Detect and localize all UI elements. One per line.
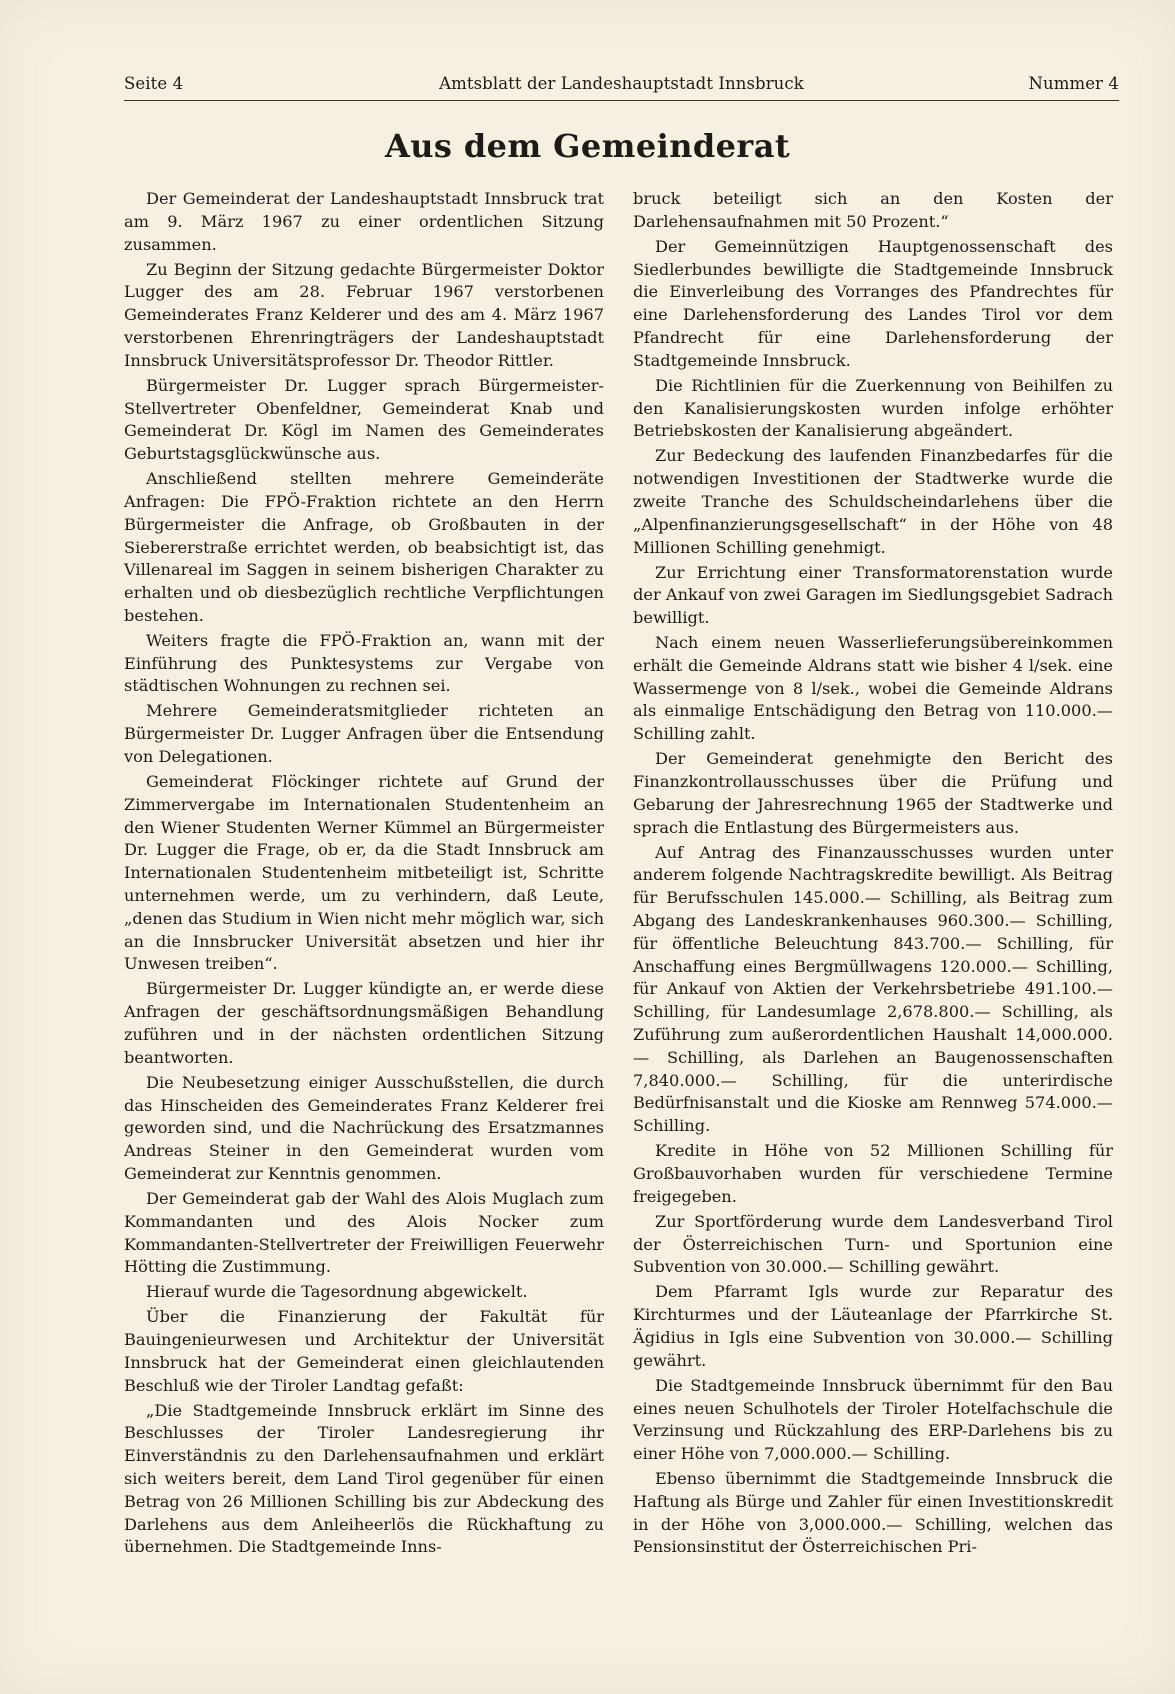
paragraph: Hierauf wurde die Tagesordnung abgewickelt. xyxy=(146,1282,528,1302)
paragraph: Zu Beginn der Sitzung gedachte Bürgermeister Doktor Lugger des am 28. Februar 1967 verstorbenen Gemeinderates Franz Kelderer und des am 4. März 1967 verstorbenen Ehrenringträgers der Landeshauptstadt Innsbruck Universitätsprofessor Dr. Theodor Rittler. xyxy=(124,259,604,370)
paragraph: Nach einem neuen Wasserlieferungsübereinkommen erhält die Gemeinde Aldrans statt wie bisher 4 l/sek. eine Wassermenge von 8 l/sek., wobei die Gemeinde Aldrans als einmalige Entschädigung den Betrag von 110.000.— Schilling zahlt. xyxy=(633,633,1113,744)
paragraph: Auf Antrag des Finanzausschusses wurden unter anderem folgende Nachtragskredite bewilligt. Als Beitrag für Berufsschulen 145.000.— Schilling, als Beitrag zum Abgang des Landeskrankenhauses 960.300.— Schilling, für öffentliche Beleuchtung 843.700.— Schilling, für Anschaffung eines Bergmüllwagens 120.000.— Schilling, für Ankauf von Aktien der Verkehrsbetriebe 491.100.— Schilling, für Landesumlage 2,678.800.— Schilling, als Zuführung zum außerordentlichen Haushalt 14,000.000.— Schilling, als Darlehen an Baugenossenschaften 7,840.000.— Schilling, für die unterirdische Bedürfnisanstalt und die Kioske am Rennweg 574.000.— Schilling. xyxy=(633,842,1113,1136)
paragraph: Weiters fragte die FPÖ-Fraktion an, wann mit der Einführung des Punktesystems zur Vergabe von städtischen Wohnungen zu rechnen sei. xyxy=(124,630,604,696)
paragraph-continuation: bruck beteiligt sich an den Kosten der Darlehensaufnahmen mit 50 Prozent.“ xyxy=(633,189,1113,231)
paragraph: Gemeinderat Flöckinger richtete auf Grund der Zimmervergabe im Internationalen Studentenheim an den Wiener Studenten Werner Kümmel an Bürgermeister Dr. Lugger die Frage, ob er, da die Stadt Innsbruck am Internationalen Studentenheim mitbeteiligt ist, Schritte unternehmen werde, um zu verhindern, daß Leute, „denen das Studium in Wien nicht mehr möglich war, sich an die Innsbrucker Universität absetzen und hier ihr Unwesen treiben“. xyxy=(124,772,604,974)
paragraph: Mehrere Gemeinderatsmitglieder richteten an Bürgermeister Dr. Lugger Anfragen über die Entsendung von Delegationen. xyxy=(124,701,604,767)
paragraph: „Die Stadtgemeinde Innsbruck erklärt im Sinne des Beschlusses der Tiroler Landesregierung ihr Einverständnis zu den Darlehensaufnahmen und erklärt sich weiters bereit, dem Land Tirol gegenüber für einen Betrag von 26 Millionen Schilling bis zur Abdeckung des Darlehens aus dem Anleiheerlös die Rückhaftung zu übernehmen. Die Stadtgemeinde Inns- xyxy=(124,1400,604,1557)
paragraph: Der Gemeinnützigen Hauptgenossenschaft des Siedlerbundes bewilligte die Stadtgemeinde Innsbruck die Einverleibung des Vorranges des Pfandrechtes für eine Darlehensforderung des Landes Tirol vor dem Pfandrecht für eine Darlehensforderung der Stadtgemeinde Innsbruck. xyxy=(633,236,1113,370)
paragraph: Dem Pfarramt Igls wurde zur Reparatur des Kirchturmes und der Läuteanlage der Pfarrkirche St. Ägidius in Igls eine Subvention von 30.000.— Schilling gewährt. xyxy=(633,1282,1113,1370)
page-number-label: Seite 4 xyxy=(124,74,184,93)
header-rule xyxy=(124,100,1119,101)
paragraph: Die Stadtgemeinde Innsbruck übernimmt für den Bau eines neuen Schulhotels der Tiroler Hotelfachschule die Verzinsung und Rückzahlung des ERP-Darlehens bis zu einer Höhe von 7,000.000.— Schilling. xyxy=(633,1375,1113,1464)
paragraph: Anschließend stellten mehrere Gemeinderäte Anfragen: Die FPÖ-Fraktion richtete an den Herrn Bürgermeister die Anfrage, ob Großbauten in der Siebererstraße errichtet werden, ob beabsichtigt ist, das Villenareal im Saggen in seinem bisherigen Charakter zu erhalten und ob diesbezüglich rechtliche Verpflichtungen bestehen. xyxy=(124,469,604,625)
article-title: Aus dem Gemeinderat xyxy=(384,127,791,165)
paragraph: Zur Sportförderung wurde dem Landesverband Tirol der Österreichischen Turn- und Sportunion eine Subvention von 30.000.— Schilling gewährt. xyxy=(633,1211,1113,1277)
paragraph: Kredite in Höhe von 52 Millionen Schilling für Großbauvorhaben wurden für verschiedene Termine freigegeben. xyxy=(633,1141,1113,1206)
paragraph: Der Gemeinderat gab der Wahl des Alois Muglach zum Kommandanten und des Alois Nocker zum Kommandanten-Stellvertreter der Freiwilligen Feuerwehr Hötting die Zustimmung. xyxy=(124,1188,604,1277)
paragraph: Bürgermeister Dr. Lugger kündigte an, er werde diese Anfragen der geschäftsordnungsmäßigen Behandlung zuführen und in der nächsten ordentlichen Sitzung beantworten. xyxy=(124,979,604,1067)
issue-number: Nummer 4 xyxy=(1028,74,1119,93)
paragraph: Der Gemeinderat der Landeshauptstadt Innsbruck trat am 9. März 1967 zu einer ordentlichen Sitzung zusammen. xyxy=(124,189,604,254)
right-column xyxy=(633,188,1113,1561)
running-header xyxy=(124,74,1119,98)
paragraph: Bürgermeister Dr. Lugger sprach Bürgermeister-Stellvertreter Obenfeldner, Gemeinderat Knab und Gemeinderat Dr. Kögl im Namen des Gemeinderates Geburtstagsglückwünsche aus. xyxy=(124,375,604,464)
left-column xyxy=(124,188,604,1561)
paragraph: Über die Finanzierung der Fakultät für Bauingenieurwesen und Architektur der Universität Innsbruck hat der Gemeinderat einen gleichlautenden Beschluß wie der Tiroler Landtag gefaßt: xyxy=(124,1307,604,1395)
publication-title: Amtsblatt der Landeshauptstadt Innsbruck xyxy=(439,74,804,93)
paragraph: Die Richtlinien für die Zuerkennung von Beihilfen zu den Kanalisierungskosten wurden infolge erhöhter Betriebskosten der Kanalisierung abgeändert. xyxy=(633,375,1113,441)
paragraph: Der Gemeinderat genehmigte den Bericht des Finanzkontrollausschusses über die Prüfung und Gebarung der Jahresrechnung 1965 der Stadtwerke und sprach die Entlastung des Bürgermeisters aus. xyxy=(633,749,1113,837)
paragraph: Ebenso übernimmt die Stadtgemeinde Innsbruck die Haftung als Bürge und Zahler für einen Investitionskredit in der Höhe von 3,000.000.— Schilling, welchen das Pensionsinstitut der Österreichischen Pri- xyxy=(633,1469,1113,1557)
paragraph: Zur Errichtung einer Transformatorenstation wurde der Ankauf von zwei Garagen im Siedlungsgebiet Sadrach bewilligt. xyxy=(633,562,1113,628)
paragraph: Zur Bedeckung des laufenden Finanzbedarfes für die notwendigen Investitionen der Stadtwerke wurde die zweite Tranche des Schuldscheindarlehens über die „Alpenfinanzierungsgesellschaft“ in der Höhe von 48 Millionen Schilling genehmigt. xyxy=(633,446,1113,557)
paragraph: Die Neubesetzung einiger Ausschußstellen, die durch das Hinscheiden des Gemeinderates Franz Kelderer frei geworden sind, und die Nachrückung des Ersatzmannes Andreas Steiner in den Gemeinderat wurden vom Gemeinderat zur Kenntnis genommen. xyxy=(124,1072,604,1183)
